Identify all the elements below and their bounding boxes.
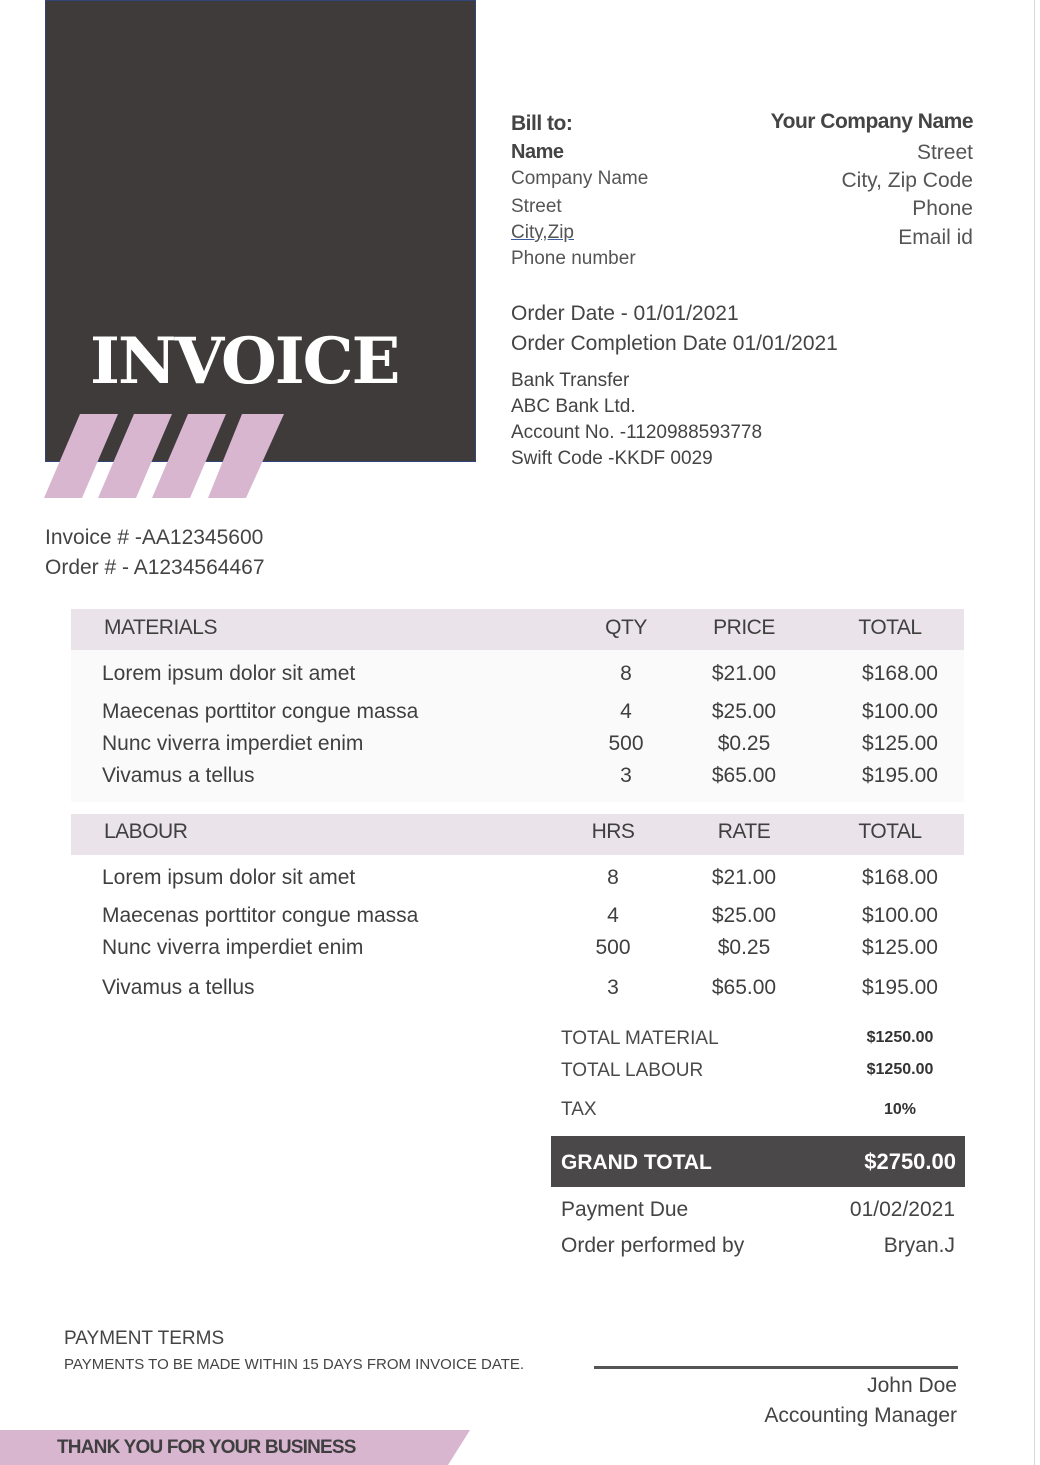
signature-name: John Doe	[867, 1374, 957, 1397]
labour-row-hrs: 4	[607, 904, 619, 927]
bank-method: Bank Transfer	[511, 370, 630, 391]
signature-role: Accounting Manager	[764, 1404, 957, 1427]
labour-row-item: Lorem ipsum dolor sit amet	[102, 866, 356, 889]
company-city-zip: City, Zip Code	[841, 169, 973, 192]
materials-row-qty: 4	[620, 700, 632, 723]
labour-row-total: $100.00	[862, 904, 938, 927]
labour-row-item: Nunc viverra imperdiet enim	[102, 936, 364, 959]
grand-total-value: $2750.00	[864, 1149, 956, 1174]
tax-value: 10%	[883, 1101, 917, 1118]
total-labour-value: $1250.00	[866, 1061, 934, 1078]
labour-header-total: TOTAL	[858, 820, 922, 843]
total-material-label: TOTAL MATERIAL	[561, 1028, 719, 1049]
payment-terms-title: PAYMENT TERMS	[64, 1328, 225, 1349]
labour-header-bar	[71, 814, 964, 855]
performed-by-label: Order performed by	[561, 1234, 745, 1257]
materials-row-item: Maecenas porttitor congue massa	[102, 700, 419, 723]
materials-row-qty: 500	[608, 732, 644, 755]
materials-row-price: $25.00	[711, 700, 777, 723]
total-material-value: $1250.00	[866, 1029, 934, 1046]
order-number: Order # - A1234564467	[45, 556, 265, 579]
bill-to-company: Company Name	[511, 168, 649, 189]
thank-you-text: THANK YOU FOR YOUR BUSINESS	[57, 1437, 356, 1458]
labour-header-hrs: HRS	[591, 820, 635, 843]
materials-row-item: Nunc viverra imperdiet enim	[102, 732, 364, 755]
page-edge	[1034, 0, 1035, 1465]
signature-line	[594, 1366, 958, 1369]
labour-row-hrs: 500	[595, 936, 631, 959]
labour-header-item: LABOUR	[104, 820, 188, 843]
payment-due-label: Payment Due	[561, 1198, 689, 1221]
company-email: Email id	[898, 226, 973, 249]
bank-swift: Swift Code -KKDF 0029	[511, 448, 713, 469]
labour-row-item: Maecenas porttitor congue massa	[102, 904, 419, 927]
materials-header-qty: QTY	[605, 616, 647, 639]
total-labour-label: TOTAL LABOUR	[561, 1060, 704, 1081]
order-completion-date: Order Completion Date 01/01/2021	[511, 332, 838, 355]
labour-row-total: $195.00	[862, 976, 938, 999]
invoice-number: Invoice # -AA12345600	[45, 526, 264, 549]
labour-row-rate: $21.00	[711, 866, 777, 889]
payment-due-value: 01/02/2021	[849, 1198, 955, 1221]
bill-to-name: Name	[511, 141, 564, 163]
bill-to-label: Bill to:	[511, 112, 573, 135]
materials-header-item: MATERIALS	[104, 616, 217, 639]
payment-terms-text: PAYMENTS TO BE MADE WITHIN 15 DAYS FROM INVOICE DATE.	[64, 1356, 525, 1373]
tax-label: TAX	[561, 1099, 597, 1120]
labour-header-rate: RATE	[717, 820, 771, 843]
labour-row-hrs: 3	[607, 976, 619, 999]
materials-header-total: TOTAL	[858, 616, 922, 639]
decorative-stripes	[44, 414, 294, 498]
bank-account: Account No. -1120988593778	[511, 422, 763, 443]
bill-to-phone: Phone number	[511, 248, 636, 269]
labour-row-hrs: 8	[607, 866, 619, 889]
materials-row-price: $21.00	[711, 662, 777, 685]
bill-to-street: Street	[511, 196, 562, 217]
materials-row-price: $0.25	[717, 732, 771, 755]
labour-row-rate: $65.00	[711, 976, 777, 999]
performed-by-value: Bryan.J	[883, 1234, 955, 1257]
materials-row-qty: 3	[620, 764, 632, 787]
labour-row-total: $125.00	[862, 936, 938, 959]
company-street: Street	[916, 141, 973, 164]
labour-row-item: Vivamus a tellus	[102, 976, 255, 999]
materials-row-total: $195.00	[862, 764, 938, 787]
materials-row-total: $168.00	[862, 662, 938, 685]
bank-name: ABC Bank Ltd.	[511, 396, 636, 417]
materials-row-price: $65.00	[711, 764, 777, 787]
labour-row-rate: $25.00	[711, 904, 777, 927]
labour-row-total: $168.00	[862, 866, 938, 889]
materials-row-total: $125.00	[862, 732, 938, 755]
invoice-title: INVOICE	[90, 324, 399, 399]
materials-header-price: PRICE	[713, 616, 775, 639]
company-phone: Phone	[912, 197, 973, 220]
order-date: Order Date - 01/01/2021	[511, 302, 739, 325]
labour-row-rate: $0.25	[717, 936, 771, 959]
materials-row-item: Vivamus a tellus	[102, 764, 255, 787]
bill-to-city-zip: City,Zip	[511, 222, 574, 243]
materials-row-total: $100.00	[862, 700, 938, 723]
materials-row-qty: 8	[620, 662, 632, 685]
materials-row-item: Lorem ipsum dolor sit amet	[102, 662, 356, 685]
company-name: Your Company Name	[770, 110, 973, 133]
grand-total-label: GRAND TOTAL	[561, 1151, 712, 1174]
